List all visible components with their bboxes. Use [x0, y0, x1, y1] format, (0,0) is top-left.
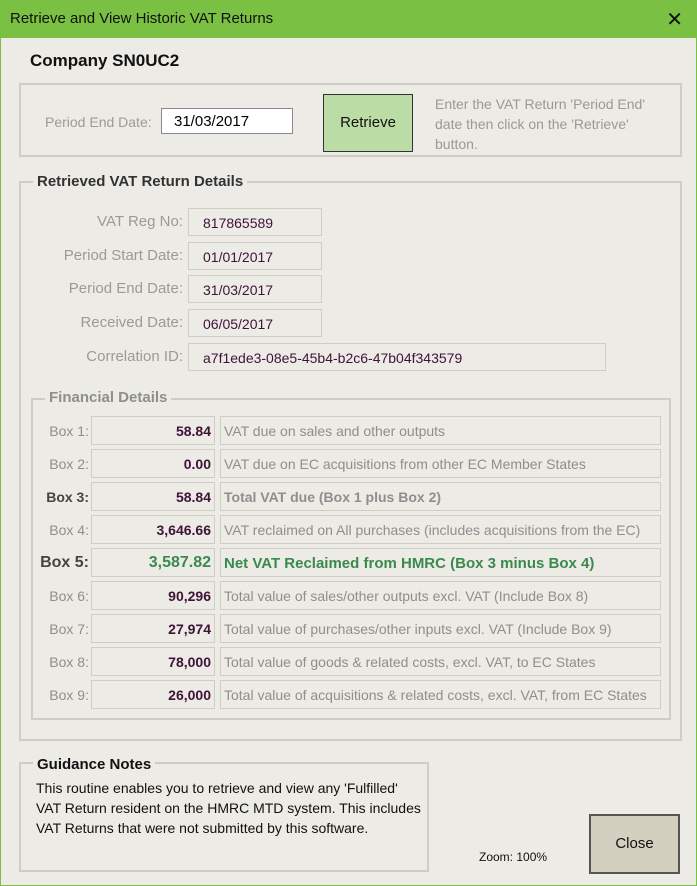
box-row [33, 548, 673, 577]
box-description: Total value of goods & related costs, excl. VAT, to EC States [220, 647, 661, 676]
vat-reg-value: 817865589 [188, 208, 322, 236]
box-value: 78,000 [91, 647, 215, 676]
box-label: Box 3: [46, 489, 89, 505]
box-value: 27,974 [91, 614, 215, 643]
financial-details-title: Financial Details [45, 389, 171, 406]
period-start-label: Period Start Date: [63, 247, 183, 264]
box-label: Box 5: [40, 554, 89, 571]
period-end-detail-label: Period End Date: [68, 280, 183, 297]
box-label: Box 7: [49, 621, 89, 637]
box-description: VAT due on EC acquisitions from other EC Member States [220, 449, 661, 478]
box-value: 0.00 [91, 449, 215, 478]
box-description: VAT due on sales and other outputs [220, 416, 661, 445]
box-label: Box 1: [49, 423, 89, 439]
guidance-text: This routine enables you to retrieve and view any 'Fulfilled' VAT Return resident on the HMRC MTD system. This includes VAT Returns that were not submitted by this software. [36, 780, 421, 836]
company-name: Company SN0UC2 [30, 51, 180, 70]
zoom-level: Zoom: 100% [479, 850, 548, 864]
close-icon[interactable]: ✕ [666, 9, 683, 31]
period-end-input[interactable]: 31/03/2017 [161, 108, 293, 134]
guidance-title: Guidance Notes [33, 756, 155, 773]
dialog-body [1, 38, 696, 885]
box-description: Total value of sales/other outputs excl. VAT (Include Box 8) [220, 581, 661, 610]
box-description: Total VAT due (Box 1 plus Box 2) [220, 482, 661, 511]
retrieved-details-title: Retrieved VAT Return Details [33, 173, 247, 190]
box-label: Box 6: [49, 588, 89, 604]
box-value: 26,000 [91, 680, 215, 709]
received-date-label: Received Date: [80, 314, 183, 331]
box-label: Box 9: [49, 687, 89, 703]
title-bar [0, 0, 697, 38]
box-label: Box 2: [49, 456, 89, 472]
financial-details-group [31, 389, 671, 720]
box-row [33, 614, 673, 643]
box-row [33, 416, 673, 445]
retrieve-instructions: Enter the VAT Return 'Period End' date then click on the 'Retrieve' button. [435, 96, 646, 152]
box-description: Net VAT Reclaimed from HMRC (Box 3 minus Box 4) [220, 548, 661, 577]
box-label: Box 4: [49, 522, 89, 538]
guidance-notes [19, 756, 429, 872]
correlation-id-label: Correlation ID: [86, 348, 183, 365]
vat-reg-label: VAT Reg No: [97, 213, 183, 230]
correlation-id-value: a7f1ede3-08e5-45b4-b2c6-47b04f343579 [188, 343, 606, 371]
box-row [33, 515, 673, 544]
period-start-value: 01/01/2017 [188, 242, 322, 270]
box-description: Total value of purchases/other inputs excl. VAT (Include Box 9) [220, 614, 661, 643]
period-end-detail-value: 31/03/2017 [188, 275, 322, 303]
box-value: 58.84 [91, 416, 215, 445]
box-label: Box 8: [49, 654, 89, 670]
retrieve-panel [19, 83, 682, 157]
window-title: Retrieve and View Historic VAT Returns [10, 10, 274, 27]
close-button[interactable]: Close [589, 814, 680, 874]
received-date-value: 06/05/2017 [188, 309, 322, 337]
period-end-label: Period End Date: [45, 114, 152, 130]
box-value: 3,646.66 [91, 515, 215, 544]
box-value: 90,296 [91, 581, 215, 610]
box-row [33, 680, 673, 709]
box-description: Total value of acquisitions & related costs, excl. VAT, from EC States [220, 680, 661, 709]
box-row [33, 482, 673, 511]
box-row [33, 647, 673, 676]
box-row [33, 581, 673, 610]
box-value: 58.84 [91, 482, 215, 511]
box-value: 3,587.82 [91, 548, 215, 577]
box-row [33, 449, 673, 478]
retrieve-button[interactable]: Retrieve [323, 94, 413, 152]
box-description: VAT reclaimed on All purchases (includes acquisitions from the EC) [220, 515, 661, 544]
